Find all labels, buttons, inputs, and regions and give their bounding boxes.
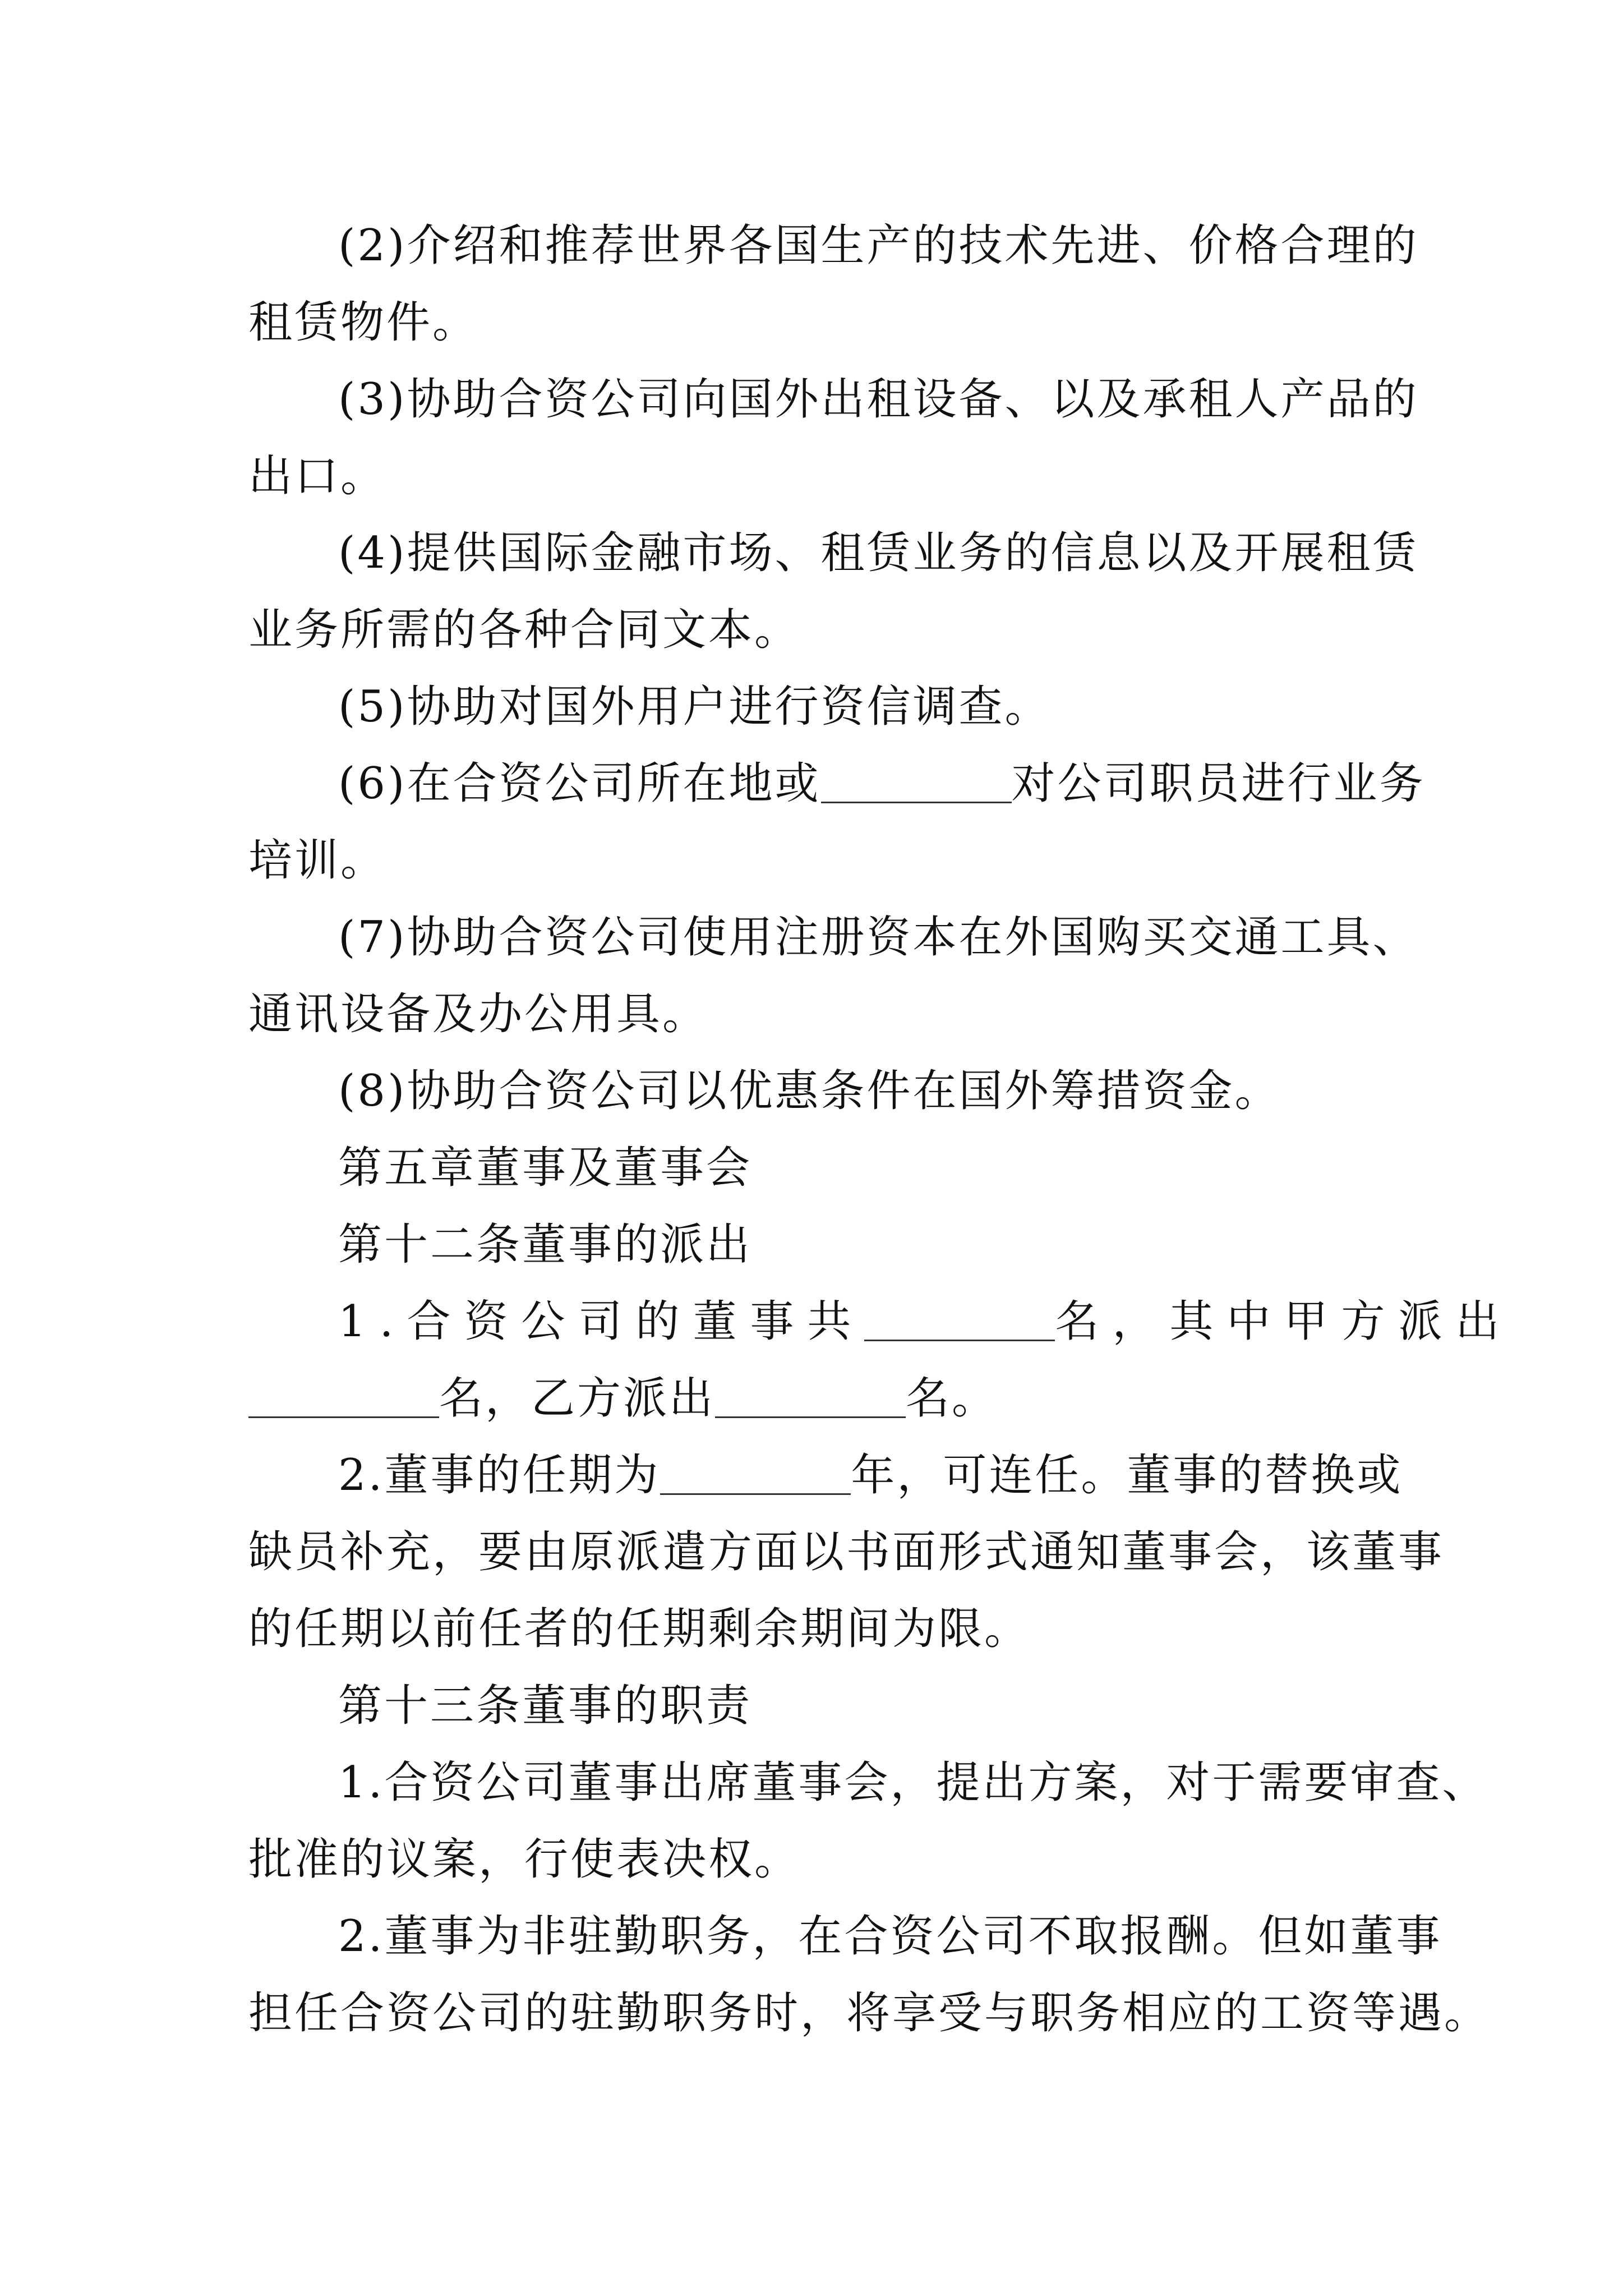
item-4-line-1: (4)提供国际金融市场、租赁业务的信息以及开展租赁	[338, 528, 1419, 578]
item-3-line-2: 出口。	[248, 451, 387, 501]
article-12-clause-2-line-2: 缺员补充，要由原派遣方面以书面形式通知董事会，该董事	[248, 1527, 1445, 1577]
blank-training-location[interactable]	[821, 746, 1012, 822]
article-12-clause-1	[248, 1283, 1513, 1437]
chapter-5-title: 第五章董事及董事会	[338, 1143, 753, 1193]
chapter-5-heading	[248, 1130, 1376, 1207]
blank-party-a-directors[interactable]	[248, 1360, 439, 1437]
item-6-text-a: (6)在合资公司所在地或	[338, 758, 821, 809]
item-7-line-1: (7)协助合资公司使用注册资本在外国购买交通工具、	[338, 912, 1419, 963]
article-13-clause-1	[248, 1745, 1488, 1898]
article-12-clause-2-line-1	[248, 1437, 1403, 1514]
clause-1-text-a: 1.合资公司的董事共	[338, 1296, 865, 1347]
article-12-clause-1-line-2	[248, 1360, 1376, 1437]
blank-term-years[interactable]	[660, 1437, 851, 1514]
item-3-line-1: (3)协助合资公司向国外出租设备、以及承租人产品的	[338, 374, 1419, 425]
article-12-clause-2	[248, 1437, 1445, 1668]
clause-1-text-c: 名，乙方派出	[439, 1373, 716, 1424]
clause-2-text-a: 2.董事的任期为	[338, 1450, 661, 1501]
item-2	[248, 208, 1419, 361]
item-6-line-2: 培训。	[248, 835, 387, 886]
item-2-line-1: (2)介绍和推荐世界各国生产的技术先进、价格合理的	[338, 220, 1419, 271]
clause-1-text-b: 名，其中甲方派出	[1055, 1296, 1513, 1347]
item-2-line-2: 租赁物件。	[248, 297, 479, 348]
item-3	[248, 361, 1419, 515]
article-12-title: 第十二条董事的派出	[338, 1220, 753, 1270]
clause-1-text-d: 名。	[906, 1373, 998, 1424]
item-6-line-1	[248, 746, 1426, 822]
article-12-clause-2-line-3: 的任期以前任者的任期剩余期间为限。	[248, 1604, 1031, 1654]
item-5-line-1: (5)协助对国外用户进行资信调查。	[338, 682, 1051, 732]
article-13-clause-2	[248, 1898, 1491, 2052]
blank-director-total[interactable]	[864, 1283, 1055, 1360]
item-4-line-2: 业务所需的各种合同文本。	[248, 605, 801, 655]
article-12-clause-1-line-1	[248, 1283, 1513, 1360]
article-13-title: 第十三条董事的职责	[338, 1681, 753, 1731]
item-7-line-2: 通讯设备及办公用具。	[248, 989, 709, 1039]
item-8	[248, 1053, 1376, 1130]
article-13-clause-1-line-2: 批准的议案，行使表决权。	[248, 1834, 801, 1885]
item-6-text-b: 对公司职员进行业务	[1011, 758, 1426, 809]
document-body	[248, 208, 1513, 2052]
item-7	[248, 899, 1419, 1053]
blank-party-b-directors[interactable]	[715, 1360, 906, 1437]
article-13-clause-2-line-1: 2.董事为非驻勤职务，在合资公司不取报酬。但如董事	[338, 1911, 1442, 1962]
item-4	[248, 515, 1419, 669]
clause-2-text-b: 年，可连任。董事的替换或	[851, 1450, 1403, 1501]
article-13-clause-2-line-2: 担任合资公司的驻勤职务时，将享受与职务相应的工资等遇。	[248, 1988, 1491, 2039]
item-5	[248, 669, 1376, 746]
article-13-clause-1-line-1: 1.合资公司董事出席董事会，提出方案，对于需要审查、	[338, 1757, 1488, 1808]
item-8-line-1: (8)协助合资公司以优惠条件在国外筹措资金。	[338, 1066, 1281, 1116]
article-13-heading	[248, 1668, 1376, 1745]
item-6	[248, 746, 1426, 899]
article-12-heading	[248, 1207, 1376, 1283]
